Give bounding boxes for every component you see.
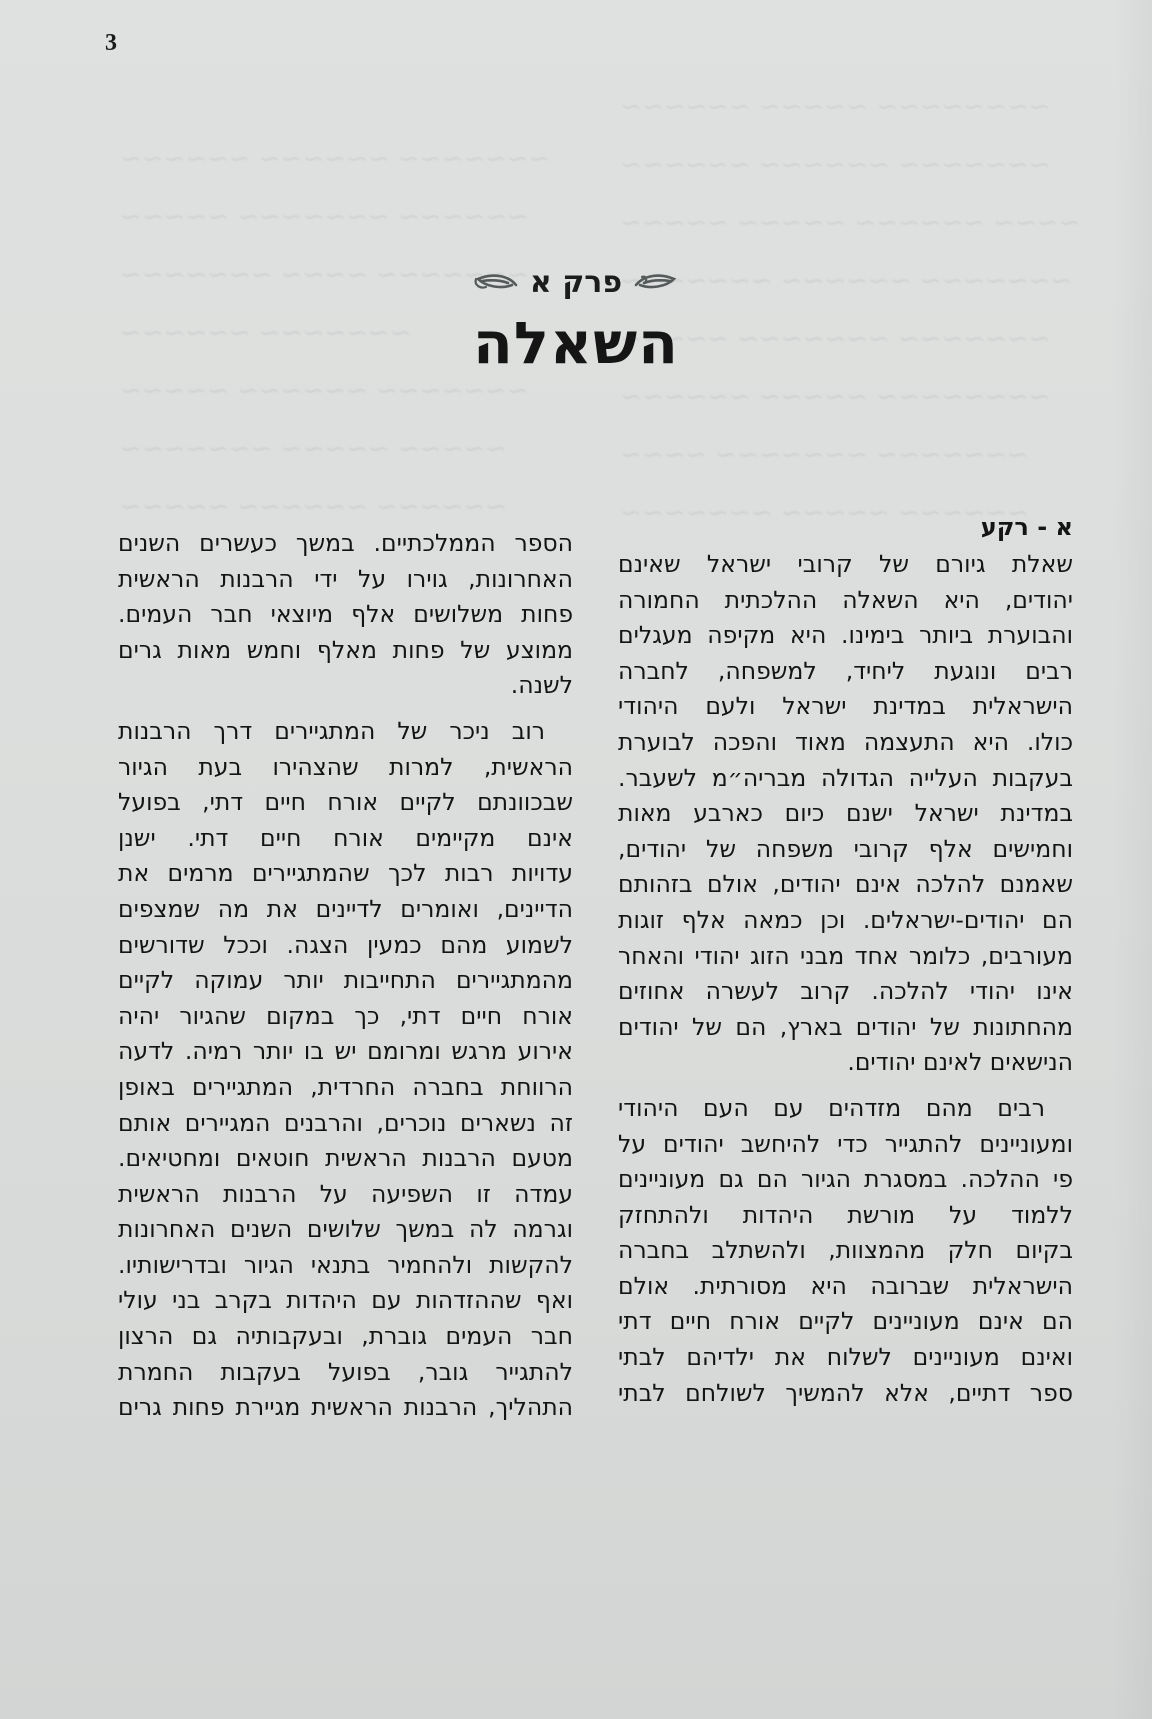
text-line: רבים ונוגעת ליחיד, למשפחה, לחברה: [618, 656, 1073, 685]
text-line: התהליך, הרבנות הראשית מגיירת פחות גרים: [118, 1393, 573, 1422]
text-line: אירוע מרגש ומרומם יש בו יותר רמיה. לדעה: [118, 1037, 573, 1066]
text-line: עדויות רבות לכך שהמתגיירים מרמים את: [118, 859, 573, 888]
text-line: יהודים, היא השאלה ההלכתית החמורה: [618, 585, 1073, 614]
section-heading: א - רקע: [980, 513, 1073, 541]
text-column-right: [618, 507, 1073, 1411]
text-line: במדינת ישראל ישנם כיום כארבע מאות: [618, 799, 1073, 828]
page-number: 3: [105, 30, 117, 56]
text-line: הם אינם מעוניינים לקיים אורח חיים דתי: [618, 1307, 1073, 1336]
text-line: פחות משלושים אלף מיוצאי חבר העמים.: [118, 600, 573, 629]
text-line: פי ההלכה. במסגרת הגיור הם גם מעוניינים: [618, 1165, 1073, 1194]
text-line: להתגייר גובר, בפועל בעקבות החמרת: [118, 1357, 573, 1386]
text-line: מעורבים, כלומר אחד מבני הזוג יהודי והאחר: [618, 941, 1073, 970]
text-line: לשנה.: [510, 671, 573, 700]
bleed-through-text: ~~~~~~ ~~~~~~ ~~~~~~~ ~~~~~ ~~~~~~~ ~~~~~~ ~~~~~~~ ~~~~ ~~~~~~~ ~~~~~~ ~~~~~~~ ~~~~~ ~~~~~~ ~~~~~~~ ~~~~~~~ ~~~~~ ~~~~~ ~~~~~ ~~~~~~ ~~~~~~: [120, 144, 551, 522]
page-edge-shadow: [1112, 0, 1152, 1719]
text-line: ספר דתיים, אלא להמשיך לשולחם לבתי: [618, 1378, 1073, 1407]
text-line: ממוצע של פחות מאלף וחמש מאות גרים: [118, 635, 573, 664]
text-line: הנישאים לאינם יהודים.: [847, 1048, 1073, 1077]
chapter-label: פרק א: [529, 264, 623, 300]
bleed-through-text: ~~~~~~ ~~~~~ ~~~~~~~~ ~~~~~~ ~~~~~~ ~~~~~~~ ~~~~~ ~~~~~ ~~~~~~ ~~~~ ~~~~~~~ ~~~~~~ ~~~~~~~ ~~~~~ ~~~~~~~ ~~~~~~~ ~~~~~~ ~~~~~ ~~~~~~~~ ~~~~ ~~~~~~~ ~~~~~~~ ~~~~~~~ ~~~~~ ~~~~~~: [620, 92, 1081, 528]
text-line: ללמוד על מורשת היהדות ולהתחזק: [618, 1200, 1073, 1229]
text-column-left: [118, 526, 573, 1426]
text-line: להקשות ולהחמיר בתנאי הגיור ובדרישותיו.: [118, 1250, 573, 1279]
text-line: הראשית, למרות שהצהירו בעת הגיור: [118, 752, 573, 781]
text-line: זה נשארים נוכרים, והרבנים המגיירים אותם: [118, 1108, 573, 1137]
paragraph: [618, 547, 1073, 1081]
text-line: הישראלית שברובה היא מסורתית. אולם: [618, 1271, 1073, 1300]
paragraph: [118, 714, 573, 1426]
text-line: וגרמה לה במשך שלושים השנים האחרונות: [118, 1215, 573, 1244]
text-line: האחרונות, גוירו על ידי הרבנות הראשית: [118, 564, 573, 593]
text-line: אינם מקיימים אורח חיים דתי. ישנן: [118, 823, 573, 852]
text-line: חבר העמים גוברת, ובעקבותיה גם הרצון: [118, 1322, 573, 1351]
text-line: מטעם הרבנות הראשית חוטאים ומחטיאים.: [118, 1144, 573, 1173]
text-line: והבוערת ביותר בימינו. היא מקיפה מעגלים: [618, 621, 1073, 650]
text-line: ומעוניינים להתגייר כדי להיחשב יהודים על: [618, 1129, 1073, 1158]
text-line: ואינם מעוניינים לשלוח את ילדיהם לבתי: [618, 1343, 1073, 1372]
text-line: לשמוע מהם כמעין הצגה. וככל שדורשים: [118, 930, 573, 959]
text-line: הרווחת בחברה החרדית, המתגיירים באופן: [118, 1072, 573, 1101]
text-line: מהחתונות של יהודים בארץ, הם של יהודים: [618, 1012, 1073, 1041]
text-line: הדיינים, ואומרים לדיינים את מה שמצפים: [118, 894, 573, 923]
text-line: עמדה זו השפיעה על הרבנות הראשית: [118, 1179, 573, 1208]
chapter-title: השאלה: [473, 309, 679, 377]
text-line: רוב ניכר של המתגיירים דרך הרבנות: [118, 716, 545, 745]
text-line: שאלת גיורם של קרובי ישראל שאינם: [618, 550, 1073, 578]
text-line: וחמישים אלף קרובי משפחה של יהודים,: [618, 834, 1073, 863]
text-line: מהמתגיירים התחייבות יותר עמוקה לקיים: [118, 966, 573, 995]
text-line: שבכוונתם לקיים אורח חיים דתי, בפועל: [118, 788, 573, 817]
text-line: אינו יהודי להלכה. קרוב לעשרה אחוזים: [618, 977, 1073, 1006]
leaf-ornament-icon: [634, 271, 680, 293]
text-line: הספר הממלכתיים. במשך כעשרים השנים: [118, 529, 573, 557]
leaf-ornament-icon: [472, 271, 518, 293]
text-line: אורח חיים דתי, כך במקום שהגיור יהיה: [118, 1001, 573, 1030]
text-line: הישראלית במדינת ישראל ולעם היהודי: [618, 692, 1073, 721]
chapter-label-row: [0, 262, 1152, 302]
text-line: רבים מהם מזדהים עם העם היהודי: [618, 1093, 1045, 1122]
paragraph: [118, 526, 573, 704]
text-line: הם יהודים-ישראלים. וכן כמאה אלף זוגות: [618, 905, 1073, 934]
text-line: כולו. היא התעצמה מאוד והפכה לבוערת: [618, 727, 1073, 756]
paragraph: [618, 1091, 1073, 1411]
chapter-header: [0, 262, 1152, 378]
text-line: בקיום חלק מהמצוות, ולהשתלב בחברה: [618, 1236, 1073, 1265]
text-line: ואף שההזדהות עם היהדות בקרב בני עולי: [118, 1286, 573, 1315]
text-line: שאמנם להלכה אינם יהודים, אולם בזהותם: [618, 870, 1073, 899]
text-line: בעקבות העלייה הגדולה מבריה״מ לשעבר.: [618, 763, 1073, 792]
